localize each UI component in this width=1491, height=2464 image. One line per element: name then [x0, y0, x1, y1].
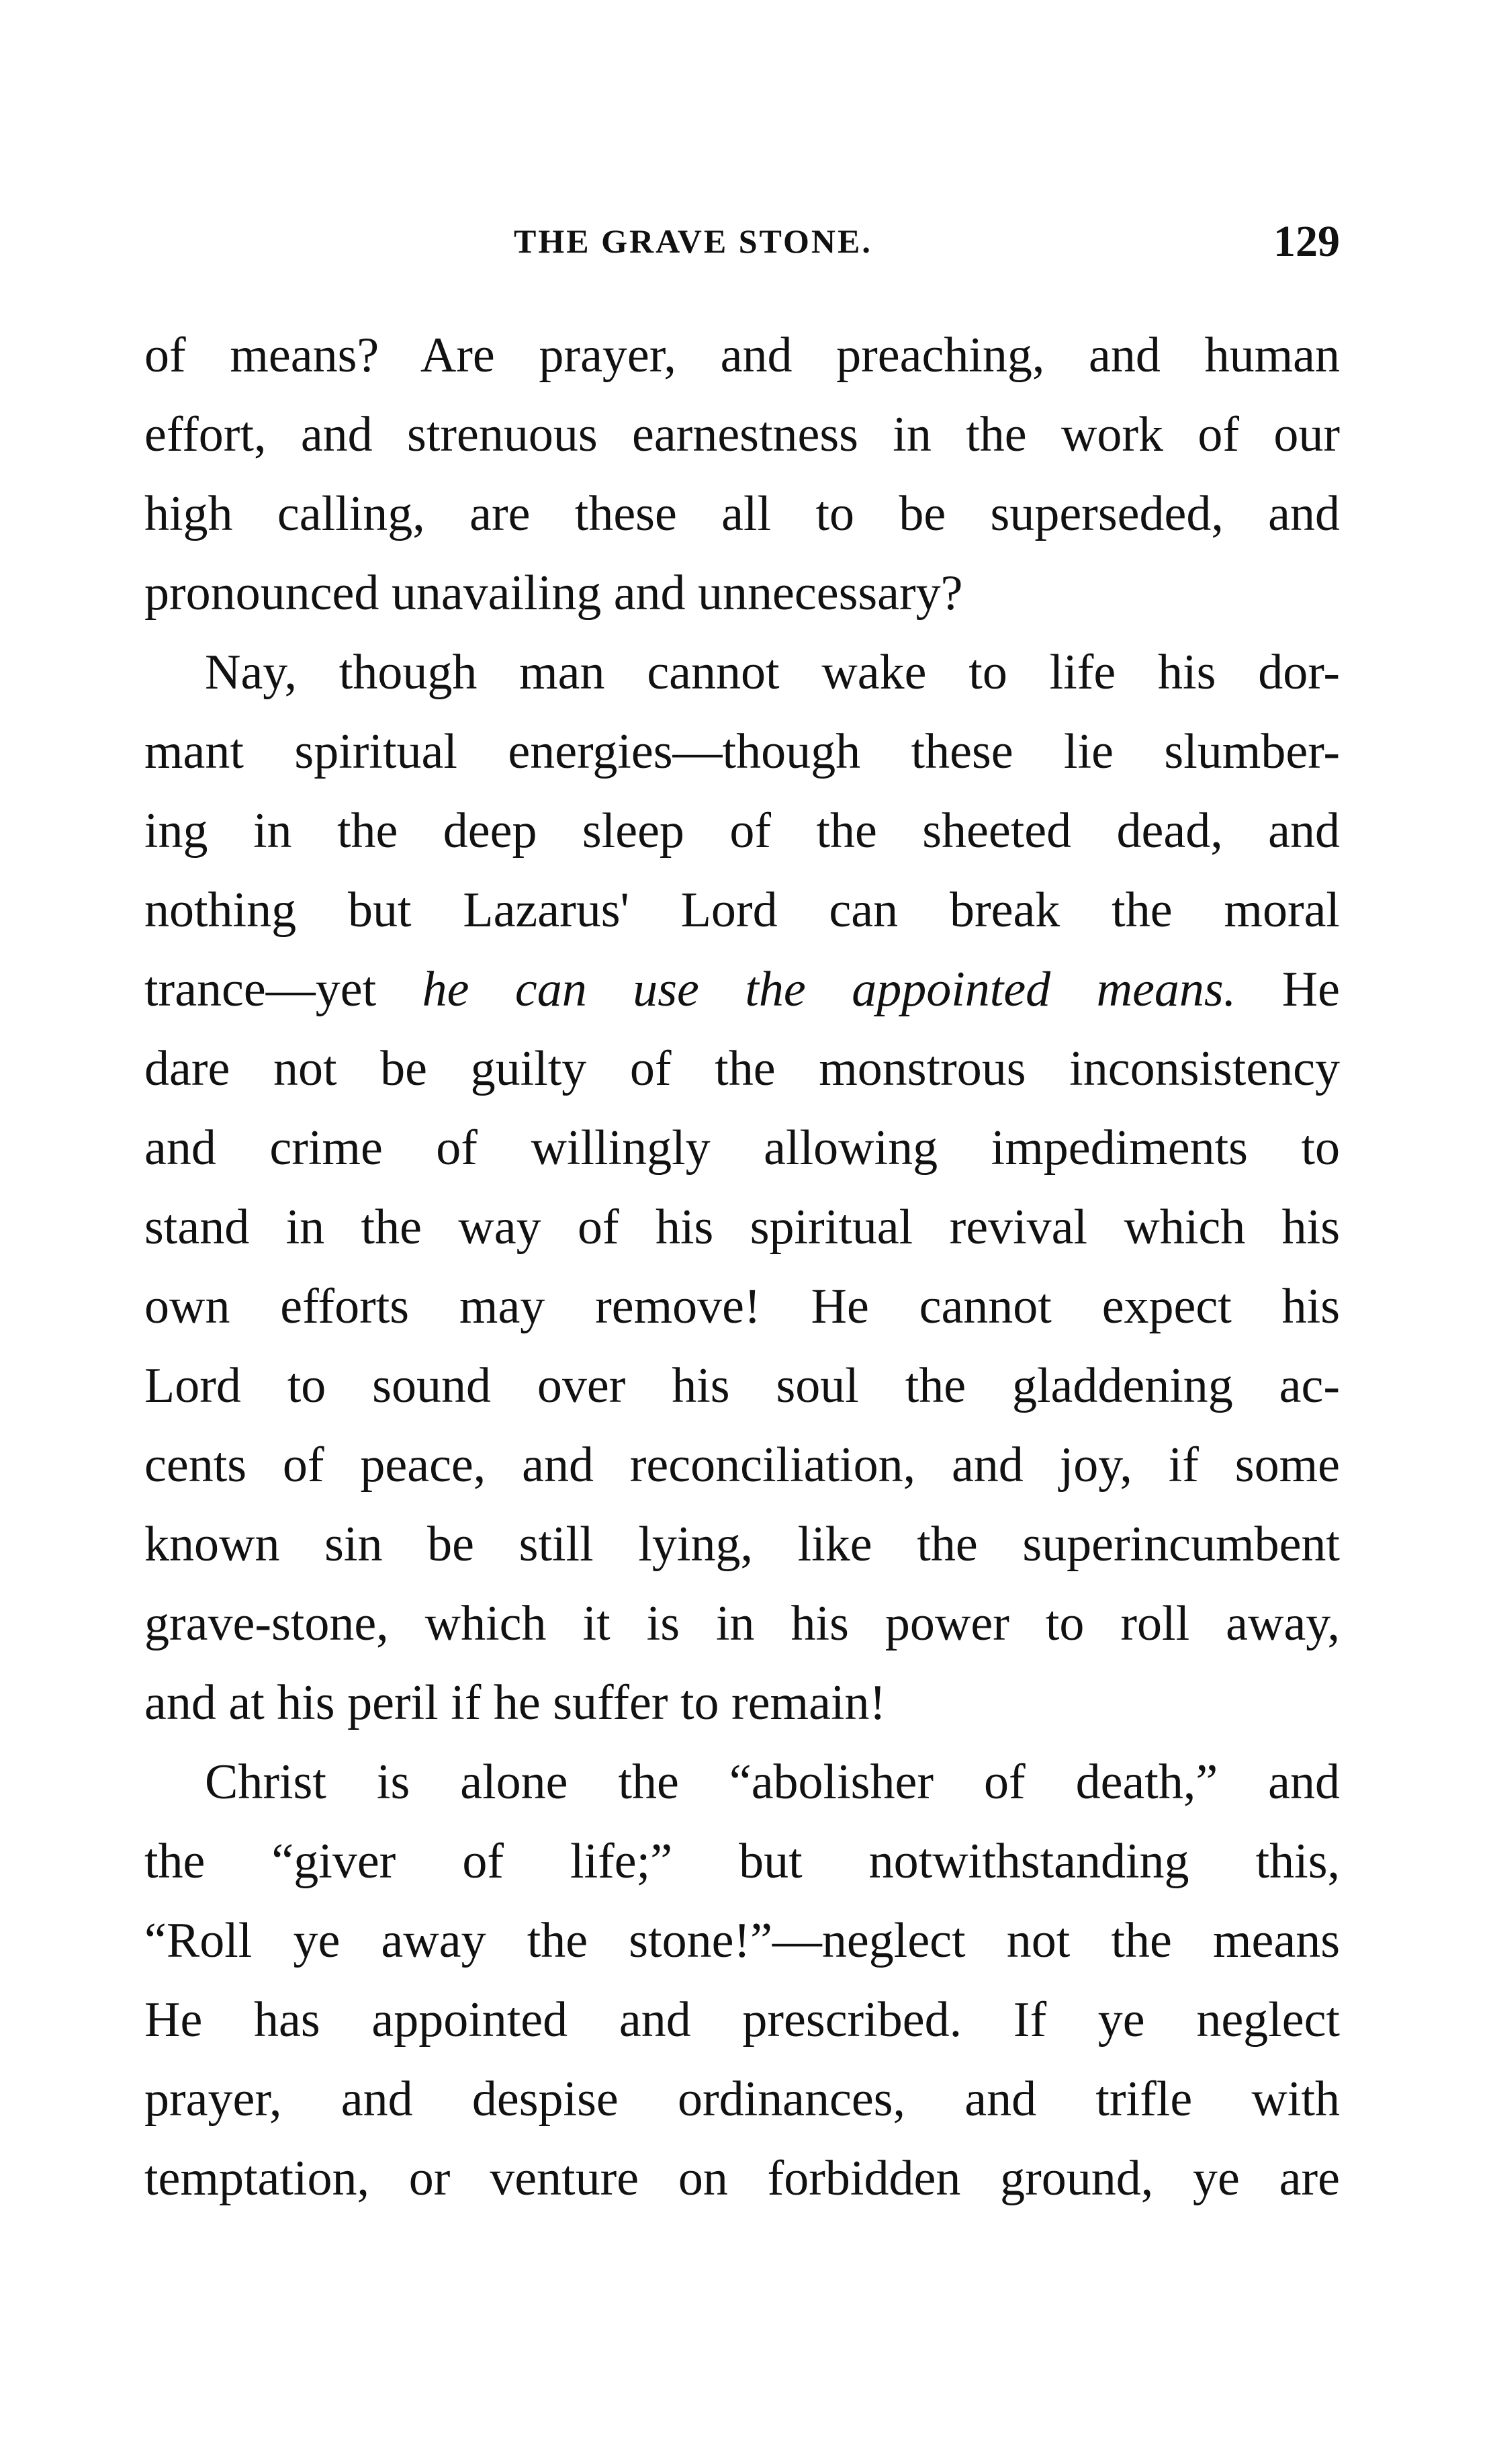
text-line: Christ is alone the “abolisher of death,” and	[205, 1755, 1340, 1810]
text-line: prayer, and despise ordinances, and trifle with	[144, 2072, 1340, 2127]
text-line: dare not be guilty of the monstrous inconsistency	[144, 1041, 1340, 1096]
text-line-with-italic	[144, 950, 1340, 1029]
text-line: cents of peace, and reconciliation, and joy, if some	[144, 1438, 1340, 1493]
text-line: Nay, though man cannot wake to life his dor-	[205, 645, 1340, 700]
text-line: own efforts may remove! He cannot expect his	[144, 1279, 1340, 1334]
body-text	[144, 316, 1340, 2218]
text-line: pronounced unavailing and unnecessary?	[144, 566, 963, 621]
line-segment: He	[1281, 962, 1340, 1017]
text-line: Lord to sound over his soul the gladdening ac-	[144, 1358, 1340, 1413]
text-line: and at his peril if he suffer to remain!	[144, 1675, 887, 1730]
text-line: the “giver of life;” but notwithstanding this,	[144, 1834, 1340, 1889]
text-line: effort, and strenuous earnestness in the work of our	[144, 407, 1340, 462]
text-line: stand in the way of his spiritual revival which his	[144, 1200, 1340, 1255]
text-line: high calling, are these all to be superseded, and	[144, 486, 1340, 541]
text-line: known sin be still lying, like the superincumbent	[144, 1517, 1340, 1572]
line-segment: trance—yet	[144, 962, 377, 1017]
text-line: ing in the deep sleep of the sheeted dead, and	[144, 803, 1340, 859]
paragraph-1	[144, 316, 1340, 633]
italic-phrase: he can use the appointed means.	[422, 962, 1236, 1017]
text-line: and crime of willingly allowing impediments to	[144, 1120, 1340, 1176]
text-line: mant spiritual energies—though these lie slumber-	[144, 724, 1340, 779]
page-number: 129	[1273, 217, 1340, 266]
paragraph-3	[144, 1743, 1340, 2218]
text-line: nothing but Lazarus' Lord can break the moral	[144, 883, 1340, 938]
text-line: temptation, or venture on forbidden ground, ye are	[144, 2151, 1340, 2206]
running-head	[144, 217, 1340, 275]
running-head-title: THE GRAVE STONE.	[514, 222, 872, 260]
text-line: He has appointed and prescribed. If ye neglect	[144, 1992, 1340, 2048]
text-line: grave-stone, which it is in his power to roll away,	[144, 1596, 1340, 1651]
text-line: “Roll ye away the stone!”—neglect not the means	[144, 1913, 1340, 1968]
paragraph-2	[144, 633, 1340, 1743]
text-line: of means? Are prayer, and preaching, and human	[144, 328, 1340, 383]
